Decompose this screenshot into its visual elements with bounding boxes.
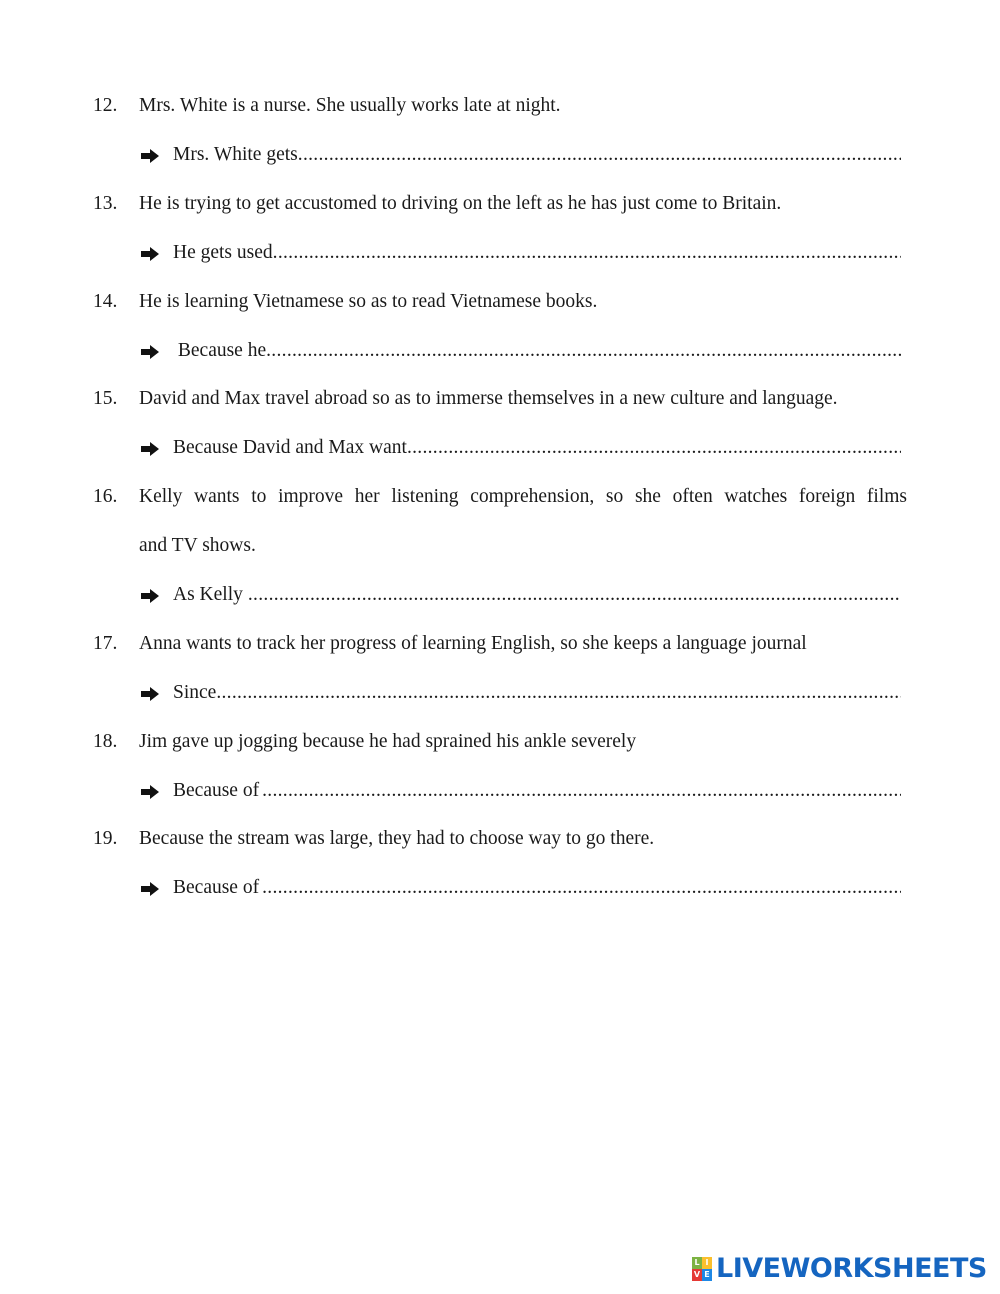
answer-line-14[interactable] bbox=[0, 336, 1000, 366]
question-text-continued: and TV shows. bbox=[139, 535, 256, 556]
question-12 bbox=[0, 91, 1000, 121]
answer-prefix: Since bbox=[173, 682, 217, 703]
arrow-right-icon bbox=[140, 686, 160, 702]
question-text: Kelly wants to improve her listening comprehension, so she often watches foreign films bbox=[139, 486, 907, 507]
answer-prefix: Because of bbox=[173, 780, 260, 801]
answer-blank[interactable] bbox=[407, 433, 901, 463]
question-16 bbox=[0, 482, 1000, 512]
answer-blank[interactable] bbox=[266, 336, 901, 366]
question-text: He is learning Vietnamese so as to read Vietnamese books. bbox=[139, 291, 598, 312]
answer-blank[interactable] bbox=[262, 776, 901, 806]
logo-mark-letter: V bbox=[693, 1270, 701, 1279]
question-16-continued bbox=[0, 531, 1000, 561]
answer-line-12[interactable] bbox=[0, 140, 1000, 170]
answer-blank[interactable] bbox=[262, 873, 901, 903]
answer-line-16[interactable] bbox=[0, 580, 1000, 610]
question-text: Anna wants to track her progress of learning English, so she keeps a language journal bbox=[139, 633, 807, 654]
liveworksheets-logo-mark bbox=[692, 1257, 712, 1281]
arrow-right-icon bbox=[140, 441, 160, 457]
question-number: 14. bbox=[93, 291, 118, 312]
arrow-right-icon bbox=[140, 784, 160, 800]
question-text: Jim gave up jogging because he had sprained his ankle severely bbox=[139, 731, 637, 752]
question-text: Mrs. White is a nurse. She usually works late at night. bbox=[139, 95, 561, 116]
logo-mark-letter: I bbox=[702, 1257, 712, 1269]
question-15 bbox=[0, 384, 1000, 414]
question-number: 16. bbox=[93, 486, 118, 507]
question-18 bbox=[0, 727, 1000, 757]
arrow-right-icon bbox=[140, 246, 160, 262]
answer-prefix: Because of bbox=[173, 877, 260, 898]
logo-mark-letter: E bbox=[702, 1269, 712, 1281]
question-number: 15. bbox=[93, 388, 118, 409]
question-number: 17. bbox=[93, 633, 118, 654]
answer-prefix: As Kelly bbox=[173, 584, 243, 605]
question-text: He is trying to get accustomed to driving on the left as he has just come to Britain. bbox=[139, 193, 782, 214]
answer-blank[interactable] bbox=[248, 580, 901, 610]
liveworksheets-logo[interactable] bbox=[692, 1254, 987, 1284]
logo-mark-letter: L bbox=[692, 1257, 702, 1269]
arrow-right-icon bbox=[140, 344, 160, 360]
question-number: 19. bbox=[93, 828, 118, 849]
answer-line-17[interactable] bbox=[0, 678, 1000, 708]
answer-blank[interactable] bbox=[298, 140, 901, 170]
answer-prefix: Because David and Max want bbox=[173, 437, 407, 458]
answer-line-18[interactable] bbox=[0, 776, 1000, 806]
logo-text: LIVEWORKSHEETS bbox=[716, 1253, 987, 1284]
answer-blank[interactable] bbox=[273, 238, 901, 268]
question-19 bbox=[0, 824, 1000, 854]
answer-blank[interactable] bbox=[216, 678, 901, 708]
answer-line-13[interactable] bbox=[0, 238, 1000, 268]
question-number: 13. bbox=[93, 193, 118, 214]
question-number: 18. bbox=[93, 731, 118, 752]
answer-line-19[interactable] bbox=[0, 873, 1000, 903]
arrow-right-icon bbox=[140, 588, 160, 604]
question-14 bbox=[0, 287, 1000, 317]
arrow-right-icon bbox=[140, 148, 160, 164]
question-text: David and Max travel abroad so as to immerse themselves in a new culture and language. bbox=[139, 388, 838, 409]
answer-line-15[interactable] bbox=[0, 433, 1000, 463]
question-text: Because the stream was large, they had to choose way to go there. bbox=[139, 828, 655, 849]
arrow-right-icon bbox=[140, 881, 160, 897]
answer-prefix: Because he bbox=[173, 340, 267, 361]
answer-prefix: Mrs. White gets bbox=[173, 144, 298, 165]
question-number: 12. bbox=[93, 95, 118, 116]
question-17 bbox=[0, 629, 1000, 659]
question-13 bbox=[0, 189, 1000, 219]
answer-prefix: He gets used bbox=[173, 242, 273, 263]
